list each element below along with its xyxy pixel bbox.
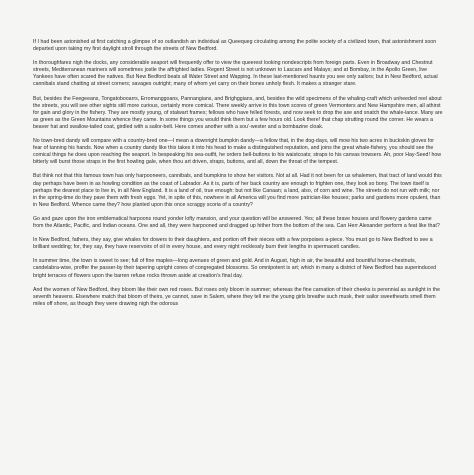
paragraph-8: In summer time, the town is sweet to see; full of fine maples—long avenues of green and gold. And in August, high in air, the beautiful and bountiful horse-chestnuts, candelabra-wise, proffer the passer-by their tapering upright cones of congregated blossoms. So omnipotent is art; which in many a district of New Bedford has superinduced bright terraces of flowers upon the barren refuse rocks thrown aside at creation’s final day. (33, 258, 437, 279)
paragraph-3: But, besides the Feegeeans, Tongatobooarrs, Erromanggoans, Pannangians, and Brighggians, and, besides the wild specimens of the whaling-craft which unheeded reel about the streets, you will see other sights still more curious, certainly more comical. There weekly arrive in this town scores of green Vermonters and New Hampshire men, all athirst for gain and glory in the fishery. They are mostly young, of stalwart frames; fellows who have felled forests, and now seek to drop the axe and snatch the whale-lance. Many are as green as the Green Mountains whence they came. In some things you would think them but a few hours old. Look there! that chap strutting round the corner. He wears a beaver hat and swallow-tailed coat, girdled with a sailor-belt. Here comes another with a sou’-wester and a bombazine cloak. (33, 95, 443, 130)
paragraph-6: Go and gaze upon the iron emblematical harpoons round yonder lofty mansion, and your question will be answered. Yes; all these brave houses and flowery gardens came from the Atlantic, Pacific, and Indian oceans. One and all, they were harpooned and dragged up hither from the bottom of the sea. Can Herr Alexander perform a feat like that? (33, 215, 440, 229)
paragraph-5: But think not that this famous town has only harpooneers, cannibals, and bumpkins to show her visitors. Not at all. Had it not been for us whalemen, that tract of land would this day perhaps have been in as howling condition as the coast of Labrador. As it is, parts of her back country are enough to frighten one, they look so bony. The town itself is perhaps the dearest place to live in, in all New England. It is a land of oil, true enough: but not like Canaan; a land, also, of corn and wine. The streets do not run with milk; nor in the spring-time do they pave them with fresh eggs. Yet, in spite of this, nowhere in all America will you find more patrician-like houses; parks and gardens more opulent, than in New Bedford. Whence came they? how planted upon this once scraggy scoria of a country? (33, 173, 442, 208)
document-page (33, 39, 443, 315)
paragraph-4: No town-bred dandy will compare with a country-bred one—I mean a downright bumpkin dandy—a fellow that, in the dog-days, will mow his two acres in buckskin gloves for fear of tanning his hands. Now when a country dandy like this takes it into his head to make a distinguished reputation, and joins the great whale-fishery, you should see the comical things he does upon reaching the seaport. In bespeaking his sea-outfit, he orders bell-buttons to his waistcoats; straps to his canvas trowsers. Ah, poor Hay-Seed! how bitterly will burst those straps in the first howling gale, when thou art driven, straps, buttons, and all, down the throat of the tempest. (33, 138, 442, 166)
paragraph-2: In thoroughfares nigh the docks, any considerable seaport will frequently offer to view the queerest looking nondescripts from foreign parts. Even in Broadway and Chestnut streets, Mediterranean mariners will sometimes jostle the affrighted ladies. Regent Street is not unknown to Lascars and Malays; and at Bombay, in the Apollo Green, live Yankees have often scared the natives. But New Bedford beats all Water Street and Wapping. In these last-mentioned haunts you see only sailors; but in New Bedford, actual cannibals stand chatting at street corners; savages outright; many of whom yet carry on their bones unholy flesh. It makes a stranger stare. (33, 60, 438, 88)
paragraph-7: In New Bedford, fathers, they say, give whales for dowers to their daughters, and portion off their nieces with a few porpoises a-piece. You must go to New Bedford to see a brilliant wedding; for, they say, they have reservoirs of oil in every house, and every night recklessly burn their lengths in spermaceti candles. (33, 237, 433, 251)
paragraph-1: If I had been astonished at first catching a glimpse of so outlandish an individual as Queequeg circulating among the polite society of a civilized town, that astonishment soon departed upon taking my first daylight stroll through the streets of New Bedford. (33, 39, 437, 53)
paragraph-9: And the women of New Bedford, they bloom like their own red roses. But roses only bloom in summer; whereas the fine carnation of their cheeks is perennial as sunlight in the seventh heavens. Elsewhere match that bloom of theirs, ye cannot, save in Salem, where they tell me the young girls breathe such musk, their sailor sweethearts smell them miles off shore, as though they were drawing nigh the odorous (33, 286, 441, 307)
